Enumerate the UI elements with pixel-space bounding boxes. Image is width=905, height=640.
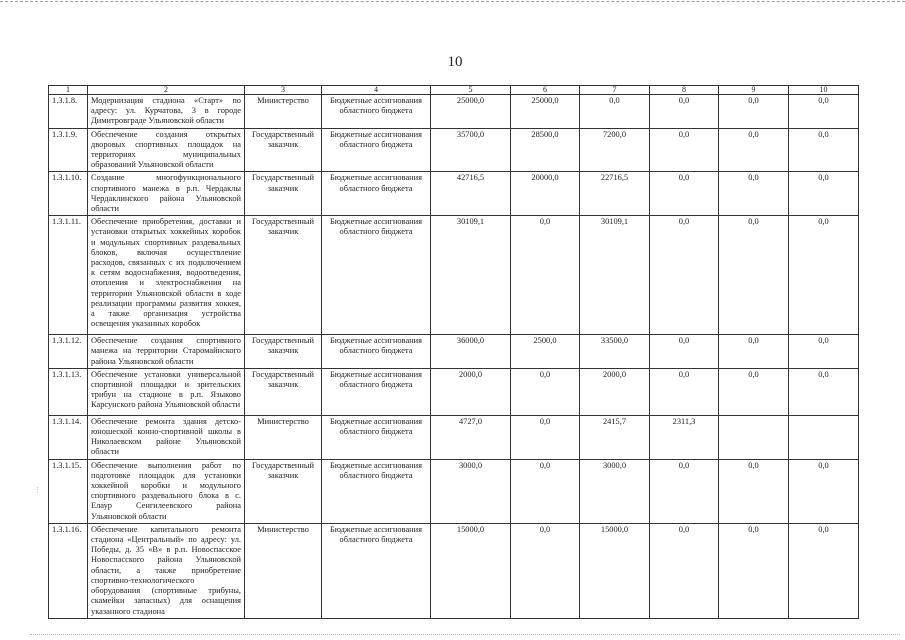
year3-cell: 0,0: [650, 459, 719, 523]
executor-cell: Государственный заказчик: [245, 459, 322, 523]
year2-cell: 3000,0: [580, 459, 650, 523]
year5-cell: [789, 415, 859, 459]
year2-cell: 22716,5: [580, 172, 650, 216]
funding-source-cell: Бюджетные ассигнования областного бюджета: [322, 335, 431, 369]
year5-cell: 0,0: [789, 523, 859, 618]
event-name-cell: Обеспечение выполнения работ по подготовке площадок для установки хоккейной коробки и модульного спортивного раздевального блока в с. Елаур Сенгилеевского района Ульяновской области: [88, 459, 245, 523]
event-name-cell: Обеспечение создания открытых дворовых спортивных площадок на территориях муниципальных образований Ульяновской области: [88, 128, 245, 172]
row-number-cell: 1.3.1.13.: [49, 368, 88, 415]
year3-cell: 2311,3: [650, 415, 719, 459]
header-cell: 10: [789, 86, 859, 95]
funding-source-cell: Бюджетные ассигнования областного бюджета: [322, 128, 431, 172]
year4-cell: 0,0: [719, 523, 789, 618]
row-number-cell: 1.3.1.15.: [49, 459, 88, 523]
header-cell: 5: [431, 86, 511, 95]
total-cell: 36000,0: [431, 335, 511, 369]
year1-cell: 25000,0: [511, 95, 580, 129]
event-name-cell: Создание многофункционального спортивного манежа в р.п. Чердаклы Чердаклинского района Ульяновской области: [88, 172, 245, 216]
event-name-cell: Обеспечение установки универсальной спортивной площадки и зрительских трибун на стадионе в р.п. Языково Карсунского района Ульяновской области: [88, 368, 245, 415]
year2-cell: 0,0: [580, 95, 650, 129]
year3-cell: 0,0: [650, 216, 719, 335]
year5-cell: 0,0: [789, 368, 859, 415]
executor-cell: Государственный заказчик: [245, 368, 322, 415]
year4-cell: 0,0: [719, 368, 789, 415]
year1-cell: 0,0: [511, 415, 580, 459]
event-name-cell: Обеспечение создания спортивного манежа на территории Старомайнского района Ульяновской области: [88, 335, 245, 369]
year1-cell: 0,0: [511, 523, 580, 618]
total-cell: 30109,1: [431, 216, 511, 335]
header-cell: 2: [88, 86, 245, 95]
year5-cell: 0,0: [789, 95, 859, 129]
total-cell: 25000,0: [431, 95, 511, 129]
executor-cell: Министерство: [245, 415, 322, 459]
executor-cell: Государственный заказчик: [245, 216, 322, 335]
year2-cell: 30109,1: [580, 216, 650, 335]
year3-cell: 0,0: [650, 128, 719, 172]
year5-cell: 0,0: [789, 216, 859, 335]
header-row: [49, 86, 859, 95]
executor-cell: Министерство: [245, 523, 322, 618]
row-number-cell: 1.3.1.9.: [49, 128, 88, 172]
header-cell: 7: [580, 86, 650, 95]
total-cell: 42716,5: [431, 172, 511, 216]
year2-cell: 15000,0: [580, 523, 650, 618]
year4-cell: 0,0: [719, 128, 789, 172]
funding-source-cell: Бюджетные ассигнования областного бюджета: [322, 172, 431, 216]
year4-cell: 0,0: [719, 216, 789, 335]
year3-cell: 0,0: [650, 368, 719, 415]
year1-cell: 0,0: [511, 216, 580, 335]
event-name-cell: Обеспечение капитального ремонта стадиона «Центральный» по адресу: ул. Победы, д. 35 «В» в р.п. Новоспасское Новоспасского района Ульяновской области, а также приобретение спортивно-технологического оборудования (спортивные трибуны, скамейки запасных) для оснащения указанного стадиона: [88, 523, 245, 618]
row-number-cell: 1.3.1.10.: [49, 172, 88, 216]
executor-cell: Государственный заказчик: [245, 128, 322, 172]
funding-source-cell: Бюджетные ассигнования областного бюджета: [322, 95, 431, 129]
event-name-cell: Обеспечение приобретения, доставки и установки открытых хоккейных коробок и модульных спортивных раздевальных блоков, включая осуществление расходов, связанных с их подключением к сетям водоснабжения, водоотведения, отопления и электроснабжения на территории Ульяновской области в ходе реализации программы развития хоккея, а также организация устройства освещения указанных коробок: [88, 216, 245, 335]
header-cell: 1: [49, 86, 88, 95]
row-number-cell: 1.3.1.12.: [49, 335, 88, 369]
year1-cell: 0,0: [511, 459, 580, 523]
year3-cell: 0,0: [650, 95, 719, 129]
year2-cell: 2415,7: [580, 415, 650, 459]
year4-cell: 0,0: [719, 172, 789, 216]
total-cell: 3000,0: [431, 459, 511, 523]
table-row: [49, 128, 859, 172]
year3-cell: 0,0: [650, 335, 719, 369]
year2-cell: 7200,0: [580, 128, 650, 172]
year1-cell: 2500,0: [511, 335, 580, 369]
year3-cell: 0,0: [650, 172, 719, 216]
funding-source-cell: Бюджетные ассигнования областного бюджета: [322, 415, 431, 459]
year5-cell: 0,0: [789, 335, 859, 369]
executor-cell: Государственный заказчик: [245, 335, 322, 369]
scan-speck: ⋮: [34, 486, 41, 494]
table-row: [49, 95, 859, 129]
table-row: [49, 216, 859, 335]
year4-cell: 0,0: [719, 335, 789, 369]
row-number-cell: 1.3.1.11.: [49, 216, 88, 335]
row-number-cell: 1.3.1.14.: [49, 415, 88, 459]
row-number-cell: 1.3.1.16.: [49, 523, 88, 618]
year5-cell: 0,0: [789, 172, 859, 216]
year4-cell: [719, 415, 789, 459]
funding-source-cell: Бюджетные ассигнования областного бюджета: [322, 523, 431, 618]
bottom-dotted-edge: [30, 634, 900, 635]
total-cell: 2000,0: [431, 368, 511, 415]
table-row: [49, 459, 859, 523]
year1-cell: 0,0: [511, 368, 580, 415]
funding-source-cell: Бюджетные ассигнования областного бюджета: [322, 459, 431, 523]
year2-cell: 33500,0: [580, 335, 650, 369]
event-name-cell: Модернизация стадиона «Старт» по адресу: ул. Курчатова, 3 в городе Димитровграде Ульяновской области: [88, 95, 245, 129]
page-number: 10: [447, 54, 463, 70]
total-cell: 4727,0: [431, 415, 511, 459]
year5-cell: 0,0: [789, 128, 859, 172]
row-number-cell: 1.3.1.8.: [49, 95, 88, 129]
year1-cell: 28500,0: [511, 128, 580, 172]
executor-cell: Государственный заказчик: [245, 172, 322, 216]
executor-cell: Министерство: [245, 95, 322, 129]
event-name-cell: Обеспечение ремонта здания детско-юношеской конно-спортивной школы в Николаевском районе Ульяновской области: [88, 415, 245, 459]
table-row: [49, 415, 859, 459]
funding-source-cell: Бюджетные ассигнования областного бюджета: [322, 216, 431, 335]
total-cell: 35700,0: [431, 128, 511, 172]
year4-cell: 0,0: [719, 95, 789, 129]
year1-cell: 20000,0: [511, 172, 580, 216]
table-row: [49, 172, 859, 216]
table-row: [49, 523, 859, 618]
header-cell: 6: [511, 86, 580, 95]
table-row: [49, 368, 859, 415]
year4-cell: 0,0: [719, 459, 789, 523]
top-dashed-edge: [0, 1, 905, 2]
year5-cell: 0,0: [789, 459, 859, 523]
year2-cell: 2000,0: [580, 368, 650, 415]
funding-source-cell: Бюджетные ассигнования областного бюджета: [322, 368, 431, 415]
header-cell: 3: [245, 86, 322, 95]
total-cell: 15000,0: [431, 523, 511, 618]
header-cell: 4: [322, 86, 431, 95]
table-row: [49, 335, 859, 369]
header-cell: 9: [719, 86, 789, 95]
program-table: [48, 85, 859, 619]
header-cell: 8: [650, 86, 719, 95]
year3-cell: 0,0: [650, 523, 719, 618]
